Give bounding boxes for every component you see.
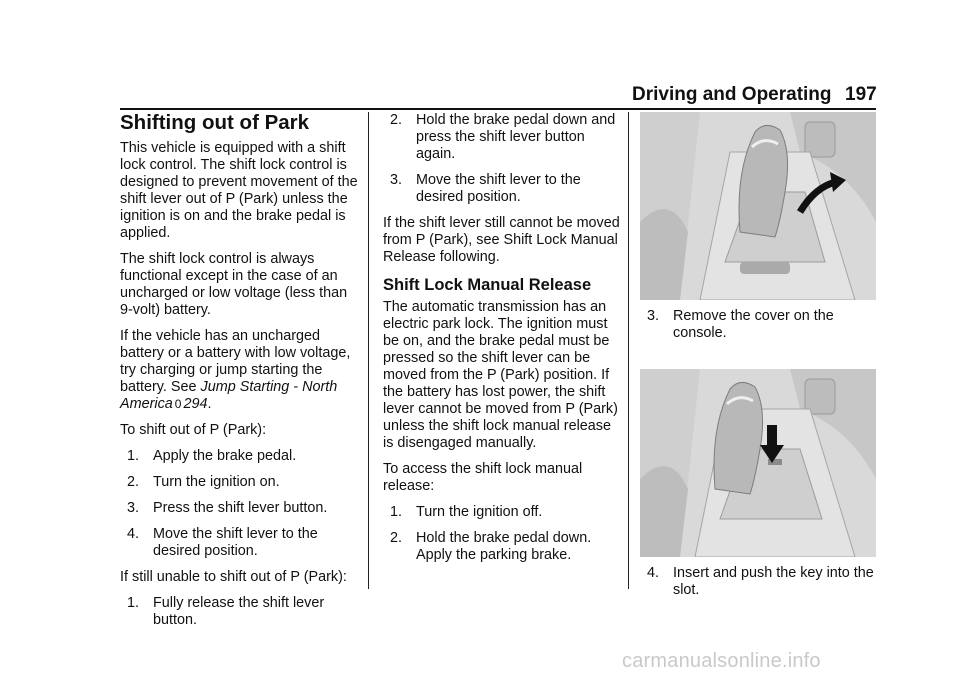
list-item (640, 565, 876, 599)
step-number: 3. (647, 308, 660, 324)
console-cover-drawing (640, 112, 876, 300)
header-rule (120, 108, 876, 110)
column-1 (120, 112, 358, 638)
column-3 (640, 112, 876, 608)
step-number: 2. (390, 112, 403, 128)
list-item (120, 595, 358, 629)
step-number: 2. (390, 530, 403, 546)
list-item (120, 526, 358, 560)
spacer (640, 557, 876, 565)
console-cover-illustration (640, 112, 876, 300)
list-item (120, 448, 358, 465)
step-text: Insert and push the key into the slot. (673, 565, 874, 598)
spacer (640, 351, 876, 369)
step-text: Hold the brake pedal down. Apply the parking brake. (416, 530, 592, 563)
watermark: carmanualsonline.info (622, 650, 821, 672)
console-slot-drawing (640, 369, 876, 557)
list-item (383, 112, 621, 163)
step-text: Remove the cover on the console. (673, 308, 834, 341)
column-2 (383, 112, 621, 573)
page-heading: Shifting out of Park (120, 111, 310, 134)
paragraph-always-functional: The shift lock control is always functional except in the case of an uncharged or low voltage (less than 9-volt) battery. (120, 251, 348, 318)
step-text: Move the shift lever to the desired position. (153, 526, 318, 559)
paragraph-still-unable: If still unable to shift out of P (Park): (120, 569, 347, 585)
step-number: 1. (127, 448, 140, 464)
list-item (120, 474, 358, 491)
step-number: 1. (127, 595, 140, 611)
step-text: Apply the brake pedal. (153, 448, 297, 464)
page-ref-symbol: 0 (174, 397, 182, 411)
jump-starting-link[interactable]: Jump Starting - North America (120, 379, 338, 412)
paragraph-to-access: To access the shift lock manual release: (383, 461, 583, 494)
spacer (640, 300, 876, 308)
step-number: 4. (647, 565, 660, 581)
paragraph-end: . (207, 396, 212, 412)
step-number: 3. (127, 500, 140, 516)
paragraph-to-shift: To shift out of P (Park): (120, 422, 267, 438)
jump-starting-page[interactable]: 294 (183, 396, 208, 412)
step-text: Fully release the shift lever button. (153, 595, 325, 628)
section-title: Driving and Operating (632, 84, 832, 105)
paragraph-uncharged-battery (120, 328, 358, 413)
paragraph-text: If the vehicle has an uncharged battery or a battery with low voltage, try charging or jump starting the battery. See (120, 328, 351, 395)
step-text: Turn the ignition on. (153, 474, 280, 490)
paragraph-electric-park-lock: The automatic transmission has an electric park lock. The ignition must be on, and the brake pedal must be pressed so the shift lever can be moved from the P (Park) position. If the battery has lost power, the shift lever cannot be moved from P (Park) unless the shift lock manual release is disengaged manually. (383, 299, 618, 451)
step-number: 1. (390, 504, 403, 520)
step-text: Hold the brake pedal down and press the shift lever button again. (416, 112, 616, 162)
column-divider (628, 112, 629, 589)
list-item (383, 504, 621, 521)
list-item (120, 500, 358, 517)
list-item (383, 530, 621, 564)
step-number: 3. (390, 172, 403, 188)
list-item (383, 172, 621, 206)
step-number: 2. (127, 474, 140, 490)
section-heading: Shift Lock Manual Release (383, 276, 592, 294)
page-number: 197 (845, 84, 877, 105)
step-text: Move the shift lever to the desired position. (416, 172, 581, 205)
column-divider (368, 112, 369, 589)
step-text: Turn the ignition off. (416, 504, 543, 520)
paragraph-still-cannot: If the shift lever still cannot be moved from P (Park), see Shift Lock Manual Release following. (383, 215, 620, 265)
paragraph-shift-lock: This vehicle is equipped with a shift lock control. The shift lock control is designed to prevent movement of the shift lever out of P (Park) unless the ignition is on and the brake pedal is applied. (120, 140, 358, 241)
list-item (640, 308, 876, 342)
step-number: 4. (127, 526, 140, 542)
console-slot-illustration (640, 369, 876, 557)
step-text: Press the shift lever button. (153, 500, 328, 516)
